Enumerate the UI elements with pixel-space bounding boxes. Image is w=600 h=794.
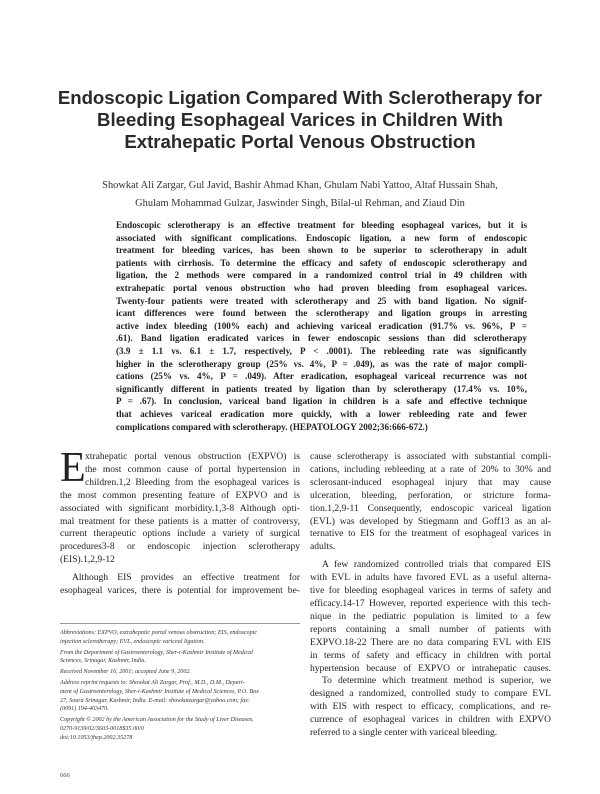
footnote-divider (60, 623, 300, 624)
footnote-line: ment of Gastroenterology, Sher-i-Kashmir Institute of Medical Sciences, P.O. Box (60, 688, 259, 695)
body-line: EXPVO.18-22 There are no data comparing EVL with EIS (310, 636, 551, 648)
footnote-line: From the Department of Gastroenterology, Sher-i-Kashmir Institute of Medical (60, 649, 253, 656)
title-line: Bleeding Esophageal Varices in Children With (97, 109, 503, 130)
abstract-line: ligation, the 2 methods were compared in a randomized control trial in 49 children with (116, 270, 527, 281)
body-line: esophageal varices, there is potential for improvement be- (60, 585, 300, 597)
body-column-left (60, 445, 300, 603)
author-line: Ghulam Mohammad Gulzar, Jaswinder Singh, Bilal-ul Rehman, and Ziaud Din (135, 198, 465, 209)
body-line: the most common presenting feature of EXPVO and is (60, 489, 300, 501)
paragraph (310, 559, 551, 740)
body-line: adults. (310, 541, 336, 553)
footnote-line: Received November 16, 2001; accepted June 9, 2002. (60, 669, 191, 676)
footnote-line: Sciences, Srinagar, Kashmir, India. (60, 658, 146, 665)
abstract-line: .61). Band ligation eradicated varices in fewer endoscopic sessions than did sclerotherapy (116, 333, 527, 344)
title-line: Extrahepatic Portal Venous Obstruction (124, 131, 476, 152)
author-line: Showkat Ali Zargar, Gul Javid, Bashir Ahmad Khan, Ghulam Nabi Yattoo, Altaf Hussain Shah, (102, 180, 498, 191)
footnote-line: (0091) 194-403470. (60, 706, 109, 713)
abstract-line: complications compared with sclerotherapy. (HEPATOLOGY 2002;36:666-672.) (116, 421, 428, 432)
body-line: the most common cause of portal hypertension in (85, 463, 300, 475)
abstract-line: cations (25% vs. 4%, P = .049). After eradication, esophageal variceal recurrence was not (116, 371, 527, 382)
body-line: referred to a single center with variceal bleeding. (310, 727, 498, 739)
body-line: A few randomized controlled trials that compared EIS (322, 559, 551, 571)
abstract-line: (3.9 ± 1.1 vs. 6.1 ± 1.7, respectively, P < .0001). The rebleeding rate was significantly (116, 345, 527, 356)
footnote-line: 0270-9139/02/3603-0018$35.00/0 (60, 725, 144, 732)
author-list (60, 177, 540, 213)
paragraph (60, 572, 300, 598)
footnote-line: injection sclerotherapy; EVL, endoscopic variceal ligation. (60, 638, 205, 645)
abstract-line: significantly different in patients treated by ligation than by sclerotherapy (17.4% vs. 10%, (116, 383, 527, 394)
footnote-line: Address reprint requests to: Showkat Ali Zargar, Prof., M.D., D.M., Depart- (60, 679, 245, 686)
body-column-right (310, 451, 551, 745)
footnote-copyright (60, 716, 300, 742)
body-line: xtrahepatic portal venous obstruction (EXPVO) is (85, 451, 300, 462)
footnote-abbreviations (60, 629, 300, 647)
abstract-line: Twenty-four patients were treated with sclerotherapy and 25 with band ligation. No signif- (116, 295, 527, 306)
body-line: hypertension because of EXPVO or intrahepatic causes. (310, 662, 551, 674)
body-line: ulceration, bleeding, perforation, or stricture forma- (310, 489, 551, 501)
page-number: 666 (60, 772, 70, 779)
article-title (40, 87, 560, 153)
footnote-correspondence (60, 679, 300, 714)
body-line: cations, including rebleeding at a rate of 20% to 30% and (310, 463, 551, 475)
abstract-line: patients with cirrhosis. To determine the efficacy and safety of endoscopic sclerotherapy and (116, 257, 527, 268)
abstract-line: higher in the sclerotherapy group (25% vs. 4%, P = .049), as was the rate of major compli- (116, 358, 527, 369)
drop-cap: E (60, 445, 86, 491)
body-line: in terms of safety and efficacy in children with portal (310, 649, 551, 661)
body-line: sclerosant-induced esophageal injury that may cause (310, 476, 551, 488)
body-line: children.1,2 Bleeding from the esophageal varices is (85, 476, 300, 488)
paragraph (60, 490, 300, 567)
body-line: (EVL) was developed by Stiegmann and Goff13 as an al- (310, 515, 551, 527)
footnote-dates (60, 668, 300, 677)
footnote-line: Abbreviations: EXPVO, extrahepatic portal venous obstruction; EIS, endoscopic (60, 630, 258, 636)
body-line: designed a randomized, controlled study to compare EVL (310, 688, 551, 700)
footnote-line: Copyright © 2002 by the American Association for the Study of Liver Diseases. (60, 717, 254, 724)
abstract-line: extrahepatic portal venous obstruction who had proven bleeding from esophageal varices. (116, 282, 527, 293)
body-line: associated with significant morbidity.1,3-8 Although opti- (60, 502, 300, 514)
abstract-line: icant differences were found between the sclerotherapy and ligation groups in arresting (116, 308, 527, 319)
body-line: tion.1,2,9-11 Consequently, endoscopic variceal ligation (310, 502, 551, 514)
body-line: To determine which treatment method is superior, we (322, 675, 551, 687)
footnotes (60, 629, 300, 745)
body-line: mal treatment for these patients is a matter of controversy, (60, 515, 300, 527)
body-line: nique in the pediatric population is limited to a few (310, 610, 551, 622)
title-line: Endoscopic Ligation Compared With Sclerotherapy for (57, 87, 543, 108)
paragraph (310, 451, 551, 554)
body-line: current therapeutic options include a variety of surgical (60, 528, 300, 540)
abstract-line: associated with significant complications. Endoscopic ligation, a new form of endoscopic (116, 232, 527, 243)
body-line: currence of esophageal varices in children with EXPVO (310, 714, 551, 726)
body-line: (EIS).1,2,9-12 (60, 554, 115, 566)
body-line: tive for bleeding esophageal varices in terms of safety and (310, 585, 551, 597)
body-line: with EIS with respect to efficacy, complications, and re- (310, 701, 551, 713)
body-line: procedures3-8 or endoscopic injection sclerotherapy (60, 541, 300, 553)
abstract-line: that achieves variceal eradication more quickly, with a lower rebleeding rate and fewer (116, 408, 527, 419)
abstract-line: active index bleeding (100% each) and achieving variceal eradication (91.7% vs. 96%, P = (116, 320, 527, 331)
abstract-line: treatment for bleeding varices, has been shown to be superior to sclerotherapy in adult (116, 245, 527, 256)
abstract (116, 219, 527, 433)
footnote-affiliation (60, 649, 300, 667)
body-line: ternative to EIS for the treatment of esophageal varices in (310, 528, 551, 540)
abstract-line: Endoscopic sclerotherapy is an effective treatment for bleeding esophageal varices, but it is (116, 220, 527, 230)
body-line: cause sclerotherapy is associated with substantial compli- (310, 451, 551, 462)
body-line: efficacy.14-17 However, reported experience with this tech- (310, 597, 551, 609)
body-line: with EVL in adults have favored EVL as a useful alterna- (310, 572, 551, 584)
intro-lines (60, 445, 300, 491)
footnote-line: 27, Soura Srinagar, Kashmir, India. E-mail: showkatzargar@yahoo.com; fax: (60, 697, 250, 704)
body-line: reports containing a small number of patients with (310, 623, 551, 635)
body-line: Although EIS provides an effective treatment for (72, 572, 300, 584)
abstract-line: P = .67). In conclusion, variceal band ligation in children is a safe and effective technique (116, 396, 527, 407)
footnote-line: doi:10.1053/jhep.2002.35278 (60, 734, 133, 741)
